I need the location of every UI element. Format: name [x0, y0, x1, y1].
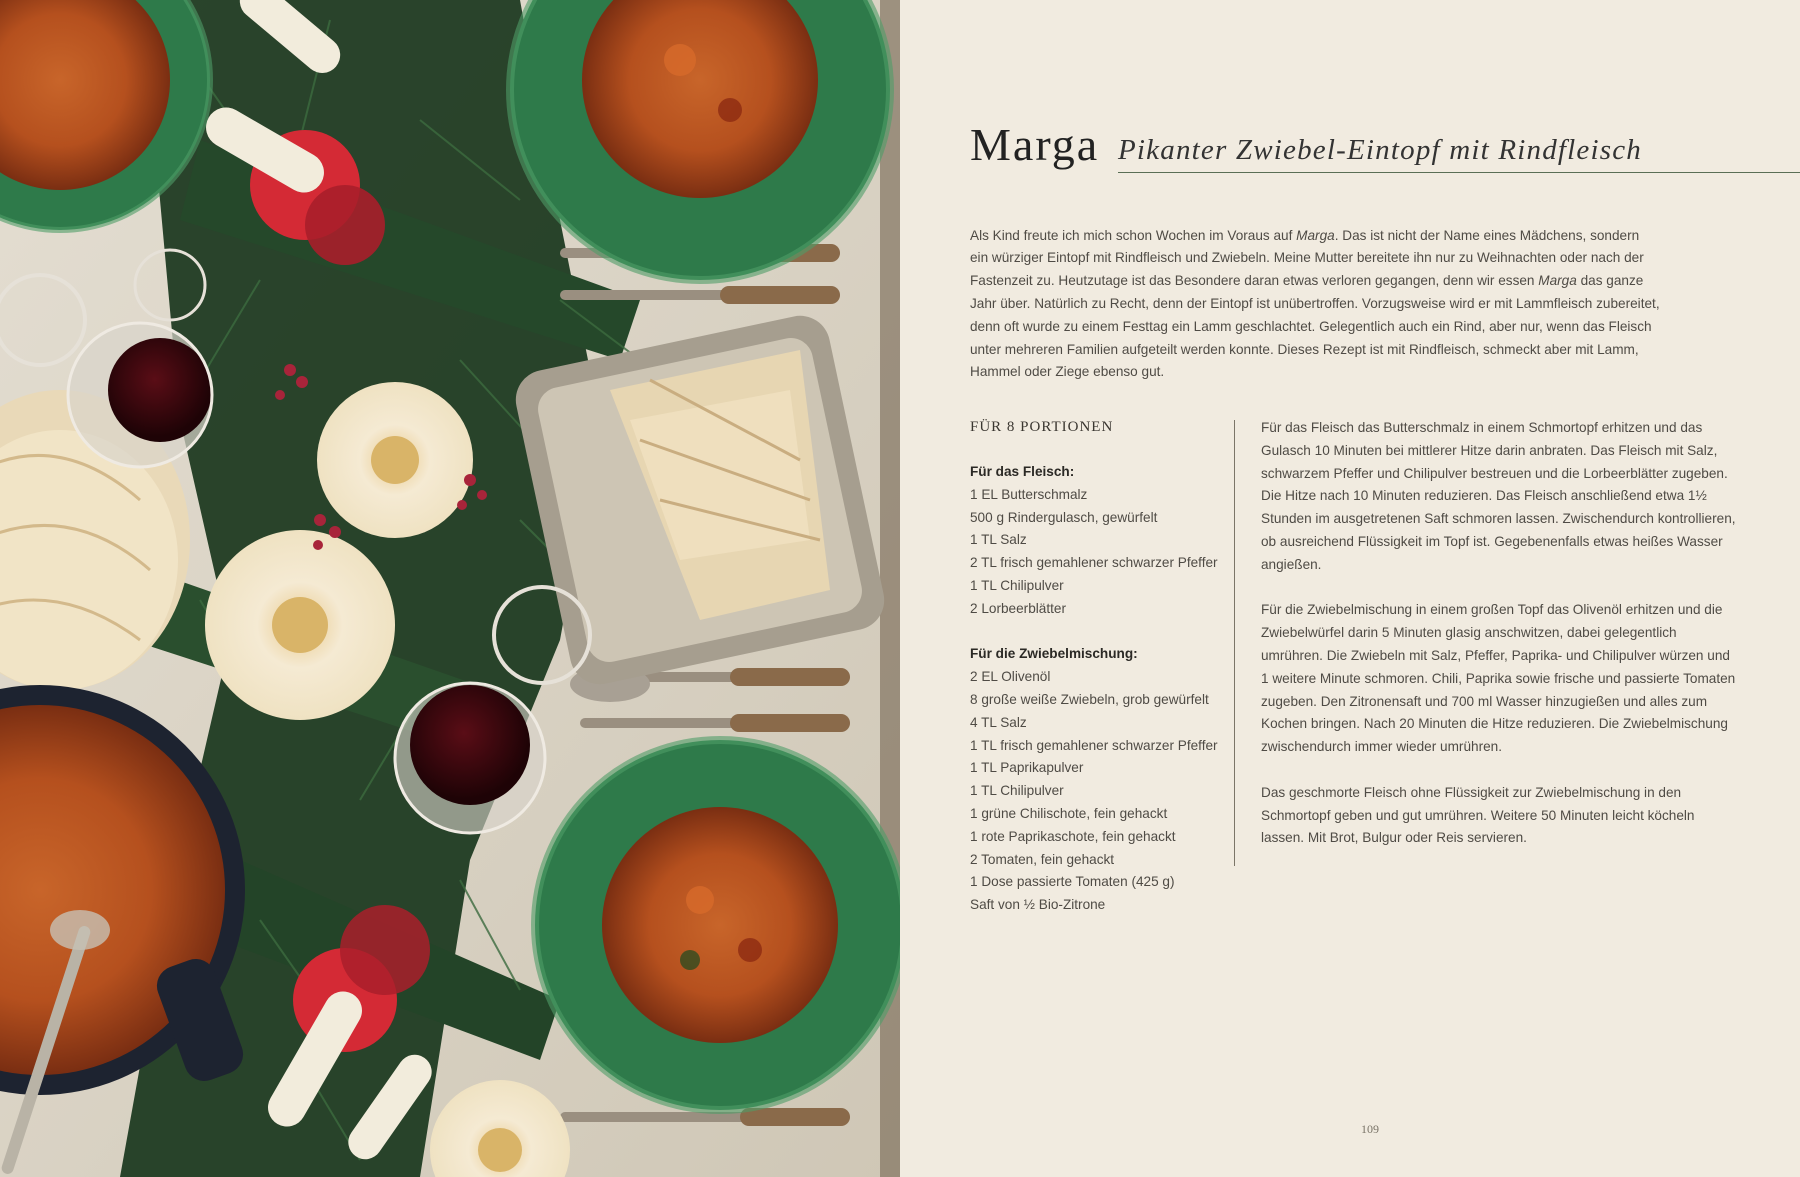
intro-emphasis: Marga	[1538, 273, 1577, 289]
portions-label: FÜR 8 PORTIONEN	[970, 419, 1114, 435]
page-number: 109	[1361, 1122, 1379, 1136]
intro-text: das ganze Jahr über. Natürlich zu Recht, denn der Eintopf ist unübertroffen. Vorzugsweise wird er mit Lammfleisch zubereitet, denn oft wurde zu einem Festtag ein Lamm geschlachtet. Gelegentlich auch ein Rind, aber nur, wenn das Fleisch unter mehreren Familien aufgeteilt werden konnte. Dieses Rezept ist mit Rindfleisch, schmeckt aber mit Lamm, Hammel oder Ziege ebenso gut.	[970, 273, 1660, 380]
ingredient-item: 500 g Rindergulasch, gewürfelt	[970, 509, 1158, 525]
ingredient-group	[970, 484, 1220, 621]
ingredient-item: 1 rote Paprikaschote, fein gehackt	[970, 828, 1176, 844]
intro-text: Als Kind freute ich mich schon Wochen im Voraus auf	[970, 227, 1297, 243]
intro-text: . Das ist nicht der Name eines Mädchens, sondern ein würziger Eintopf mit Rindfleisch und Zwiebeln. Meine Mutter bereitete ihn nur zu Weihnachten oder nach der Fastenzeit zu. Heutzutage ist das Besondere daran etwas verloren gegangen, denn wir essen	[970, 227, 1644, 289]
ingredient-item: 2 EL Olivenöl	[970, 669, 1051, 685]
recipe-title: Marga	[970, 119, 1100, 170]
ingredient-item: 8 große weiße Zwiebeln, grob gewürfelt	[970, 691, 1209, 707]
recipe-heading	[970, 118, 1800, 178]
intro-paragraph	[970, 225, 1660, 385]
ingredient-item: 2 Tomaten, fein gehackt	[970, 851, 1115, 867]
method-step: Für das Fleisch das Butterschmalz in einem Schmortopf erhitzen und das Gulasch 10 Minuten bei mittlerer Hitze darin anbraten. Das Fleisch mit Salz, schwarzem Pfeffer und Chilipulver bestreuen und die Lorbeerblätter zugeben. Die Hitze nach 10 Minuten reduzieren. Das Fleisch anschließend etwa 1½ Stunden im ausgetretenen Saft schmoren lassen. Zwischendurch kontrollieren, ob ausreichend Flüssigkeit im Topf ist. Gegebenenfalls etwas heißes Wasser angießen.	[1261, 420, 1736, 572]
ingredient-item: 2 TL frisch gemahlener schwarzer Pfeffer	[970, 555, 1218, 571]
ingredient-item: 1 TL Salz	[970, 532, 1027, 548]
column-divider	[1234, 420, 1235, 866]
ingredient-item: 1 TL frisch gemahlener schwarzer Pfeffer	[970, 737, 1218, 753]
ingredient-item: 1 TL Chilipulver	[970, 577, 1064, 593]
method-steps	[1261, 417, 1741, 873]
ingredient-item: 1 Dose passierte Tomaten (425 g)	[970, 874, 1175, 890]
ingredient-item: 1 TL Chilipulver	[970, 783, 1064, 799]
ingredient-item: 1 TL Paprikapulver	[970, 760, 1084, 776]
ingredient-item: 4 TL Salz	[970, 714, 1027, 730]
ingredient-item: 2 Lorbeerblätter	[970, 600, 1066, 616]
ingredient-item: 1 grüne Chilischote, fein gehackt	[970, 805, 1168, 821]
ingredient-group-title: Für die Zwiebelmischung:	[970, 646, 1138, 662]
ingredient-group-title: Für das Fleisch:	[970, 464, 1075, 479]
ingredient-item: 1 EL Butterschmalz	[970, 486, 1088, 502]
ingredients-list	[970, 461, 1220, 940]
intro-emphasis: Marga	[1296, 227, 1335, 243]
bowl-bottom-right	[535, 740, 900, 1110]
title-rule	[1118, 172, 1800, 173]
recipe-subtitle: Pikanter Zwiebel-Eintopf mit Rindfleisch	[1118, 134, 1643, 166]
ingredient-item: Saft von ½ Bio-Zitrone	[970, 897, 1106, 913]
method-step: Für die Zwiebelmischung in einem großen Topf das Olivenöl erhitzen und die Zwiebelwürfel darin 5 Minuten glasig anschwitzen, dabei gelegentlich umrühren. Die Zwiebeln mit Salz, Pfeffer, Paprika- und Chilipulver würzen und 1 weitere Minute schmoren. Chili, Paprika sowie frische und passierte Tomaten zugeben. Den Zitronensaft und 700 ml Wasser hinzugießen und alles zum Kochen bringen. Nach 20 Minuten die Hitze reduzieren. Die Zwiebelmischung zwischendurch immer wieder umrühren.	[1261, 602, 1736, 755]
bread-tray	[510, 310, 890, 690]
method-step: Das geschmorte Fleisch ohne Flüssigkeit zur Zwiebelmischung in den Schmortopf geben und gut umrühren. Weitere 50 Minuten leicht köcheln lassen. Mit Brot, Bulgur oder Reis servieren.	[1261, 784, 1695, 846]
recipe-page	[900, 0, 1800, 1177]
ingredient-group	[970, 666, 1220, 917]
